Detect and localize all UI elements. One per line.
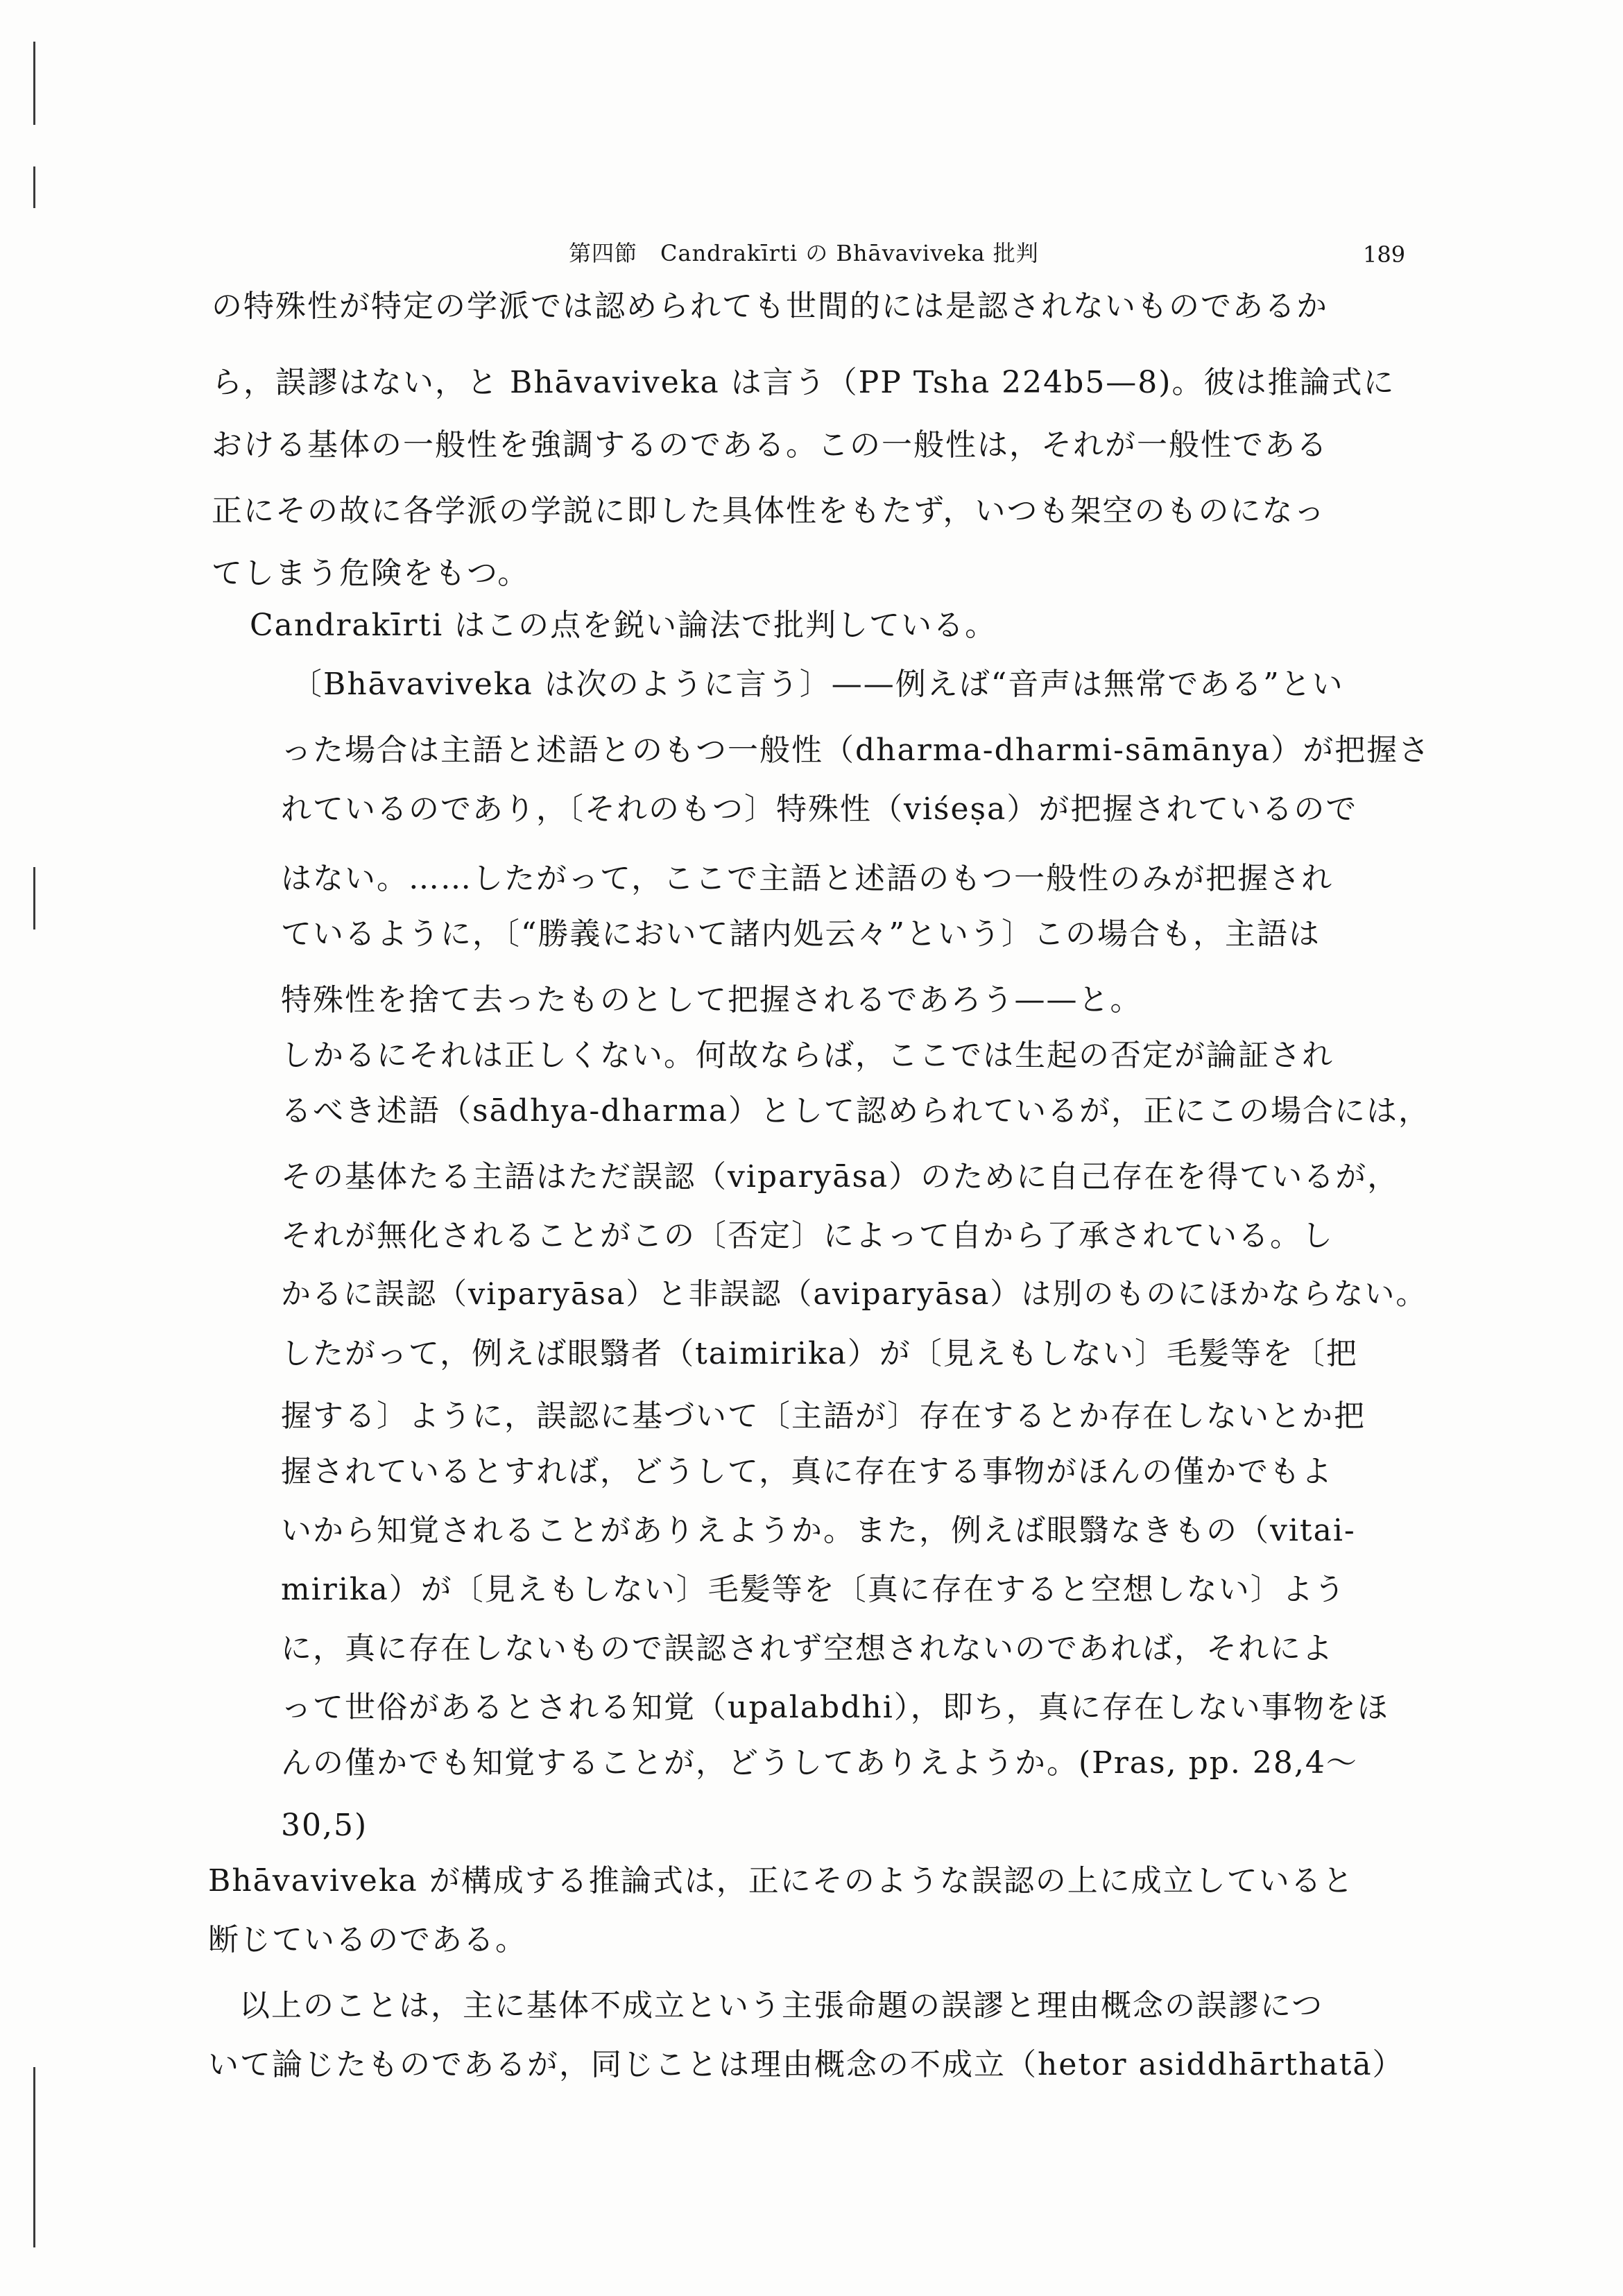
quote-line: って世俗があるとされる知覚（upalabdhi），即ち，真に存在しない事物をほ — [281, 1690, 1389, 1725]
quote-line: しかるにそれは正しくない。何故ならば，ここでは生起の否定が論証され — [281, 1038, 1334, 1073]
quote-line: 特殊性を捨て去ったものとして把握されるであろう——と。 — [281, 982, 1142, 1018]
quote-line: 握されているとすれば，どうして，真に存在する事物がほんの僅かでもよ — [281, 1454, 1334, 1489]
body-line: 正にその故に各学派の学説に即した具体性をもたず，いつも架空のものになっ — [212, 493, 1326, 529]
quote-line: したがって，例えば眼翳者（taimirika）が〔見えもしない〕毛髪等を〔把 — [281, 1336, 1358, 1371]
quote-line: に，真に存在しないもので誤認されず空想されないのであれば，それによ — [281, 1631, 1334, 1666]
quote-line: ているように，〔“勝義において諸内処云々”という〕この場合も，主語は — [281, 916, 1321, 952]
paragraph-first-line: 以上のことは，主に基体不成立という主張命題の誤謬と理由概念の誤謬につ — [239, 1988, 1324, 2023]
quote-line: 〔Bhāvaviveka は次のように言う〕——例えば“音声は無常である”とい — [291, 667, 1344, 702]
scan-edge-mark — [33, 2067, 35, 2247]
header-title: 第四節 Candrakīrti の Bhāvaviveka 批判 — [569, 240, 1039, 266]
page-number: 189 — [1363, 241, 1406, 268]
body-line: おける基体の一般性を強調するのである。この一般性は，それが一般性である — [212, 427, 1328, 463]
body-line: いて論じたものであるが，同じことは理由概念の不成立（hetor asiddhārthatā） — [208, 2047, 1405, 2082]
scan-edge-mark — [33, 42, 35, 125]
body-line: Bhāvaviveka が構成する推論式は，正にそのような誤認の上に成立していると — [208, 1863, 1355, 1899]
quote-line: 30,5) — [281, 1808, 368, 1843]
scan-edge-mark — [33, 867, 35, 929]
body-line: の特殊性が特定の学派では認められても世間的には是認されないものであるか — [212, 289, 1328, 324]
quote-line: それが無化されることがこの〔否定〕によって自から了承されている。し — [281, 1218, 1334, 1253]
quote-line: んの僅かでも知覚することが，どうしてありえようか。(Pras, pp. 28,4〜 — [281, 1745, 1358, 1781]
body-line: てしまう危険をもつ。 — [212, 556, 530, 591]
quote-line: その基体たる主語はただ誤認（viparyāsa）のために自己存在を得ているが， — [281, 1159, 1400, 1194]
intro-line: Candrakīrti はこの点を鋭い論法で批判している。 — [250, 608, 997, 643]
body-line: 断じているのである。 — [208, 1922, 527, 1957]
quote-line: mirika）が〔見えもしない〕毛髪等を〔真に存在すると空想しない〕よう — [281, 1572, 1346, 1607]
quote-line: るべき述語（sādhya-dharma）として認められているが，正にこの場合には， — [281, 1093, 1430, 1129]
quote-line: った場合は主語と述語とのもつ一般性（dharma-dharmi-sāmānya）が把握さ — [281, 733, 1431, 768]
quote-line: かるに誤認（viparyāsa）と非誤認（aviparyāsa）は別のものにほかならない。 — [281, 1277, 1427, 1312]
quote-line: いから知覚されることがありえようか。また，例えば眼翳なきもの（vitai- — [281, 1513, 1356, 1548]
quote-line: 握する〕ように，誤認に基づいて〔主語が〕存在するとか存在しないとか把 — [281, 1398, 1366, 1434]
scan-edge-mark — [33, 166, 35, 208]
running-header — [0, 236, 1623, 277]
quote-line: れているのであり，〔それのもつ〕特殊性（viśeṣa）が把握されているので — [281, 791, 1358, 827]
body-line: ら，誤謬はない，と Bhāvaviveka は言う（PP Tsha 224b5—8)。彼は推論式に — [212, 365, 1396, 400]
quote-line: はない。……したがって，ここで主語と述語のもつ一般性のみが把握され — [281, 861, 1334, 896]
